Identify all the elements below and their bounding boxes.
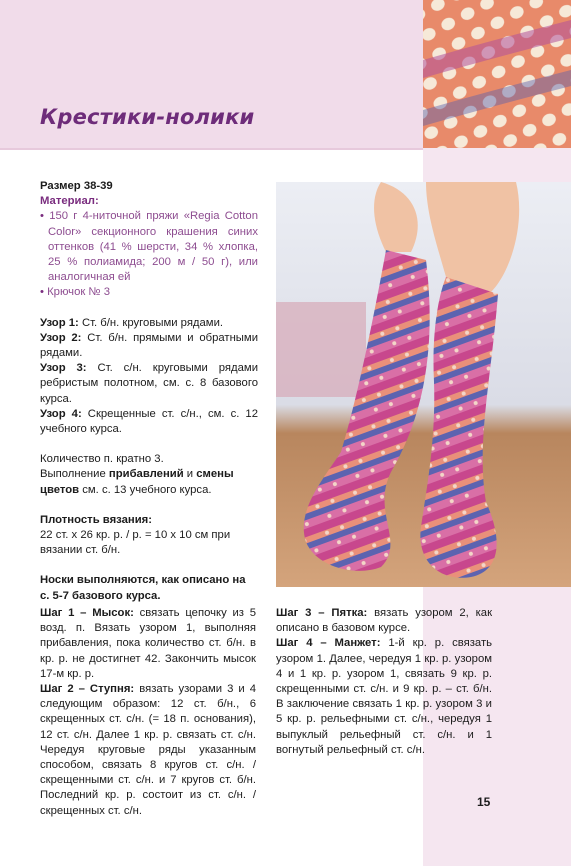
step-3: Шаг 3 – Пятка: вязать узором 2, как описано в базовом курсе. — [276, 607, 493, 635]
step-1: Шаг 1 – Мысок: связать цепочку из 5 возд. п. Вязать узором 1, выполняя прибавления, пока количество ст. б/н. в кр. р. не достигнет 42. Закончить мысок 17-м кр. р. — [40, 607, 257, 680]
info-column — [40, 179, 258, 604]
increase-note: Выполнение прибавлений и смены цветов см. с. 13 учебного курса. — [40, 468, 234, 496]
page-title: Крестики-нолики — [40, 105, 255, 129]
socks-photo — [276, 182, 571, 587]
socks-note: Носки выполняются, как описано на с. 5-7 базового курса. — [40, 574, 246, 602]
materials-list — [40, 209, 258, 300]
material-heading: Материал: — [40, 195, 99, 208]
size-label: Размер 38-39 — [40, 180, 113, 192]
material-item: • Крючок № 3 — [40, 286, 110, 299]
page-number: 15 — [477, 795, 491, 809]
density-text: 22 ст. х 26 кр. р. / р. = 10 х 10 см при вязании ст. б/н. — [40, 529, 231, 557]
pattern-4: Узор 4: Скрещенные ст. с/н., см. с. 12 учебного курса. — [40, 407, 258, 436]
step-2: Шаг 2 – Ступня: вязать узорами 3 и 4 следующим образом: 12 ст. б/н., 6 скрещенных ст. с/н. (= 18 п. основания), 12 ст. с/н. Далее 1 кр. р. связать ст. с/н. Чередуя круговые ряды указанным способом, связать 8 кругов ст. с/н. / скрещенными ст. с/н. и 7 кругов ст. б/н. Последний кр. р. состоит из ст. с/н. / скрещенных ст. с/н. — [40, 683, 257, 817]
stitch-multiple: Количество п. кратно 3. — [40, 453, 164, 466]
steps-column-left — [40, 606, 256, 819]
pattern-2: Узор 2: Ст. б/н. прямыми и обратными рядами. — [40, 331, 259, 360]
steps-column-right — [276, 606, 492, 758]
material-item: • 150 г 4-ниточной пряжи «Regia Cotton Color» секционного крашения синих оттенков (41 % шерсти, 34 % хлопка, 25 % полиамида; 200 м / 50 г), или аналогичная ей — [40, 210, 259, 284]
step-4: Шаг 4 – Манжет: 1-й кр. р. связать узором 1. Далее, чередуя 1 кр. р. узором 4 и 1 кр. р. узором 1, связать 9 кр. р. скрещенными ст. с/н. и 9 кр. р. – ст. б/н. В заключение связать 1 кр. р. узором 3 и 5 кр. р. рельефными ст. с/н., чередуя 1 выпуклый рельефный ст. с/н. и 1 вогнутый рельефный ст. с/н. — [276, 637, 493, 756]
header-yarn-photo — [423, 0, 571, 148]
density-heading: Плотность вязания: — [40, 513, 153, 526]
pattern-3: Узор 3: Ст. с/н. круговыми рядами ребристым полотном, см. с. 8 базового курса. — [40, 362, 259, 405]
pattern-1: Узор 1: Ст. б/н. круговыми рядами. — [40, 316, 224, 329]
